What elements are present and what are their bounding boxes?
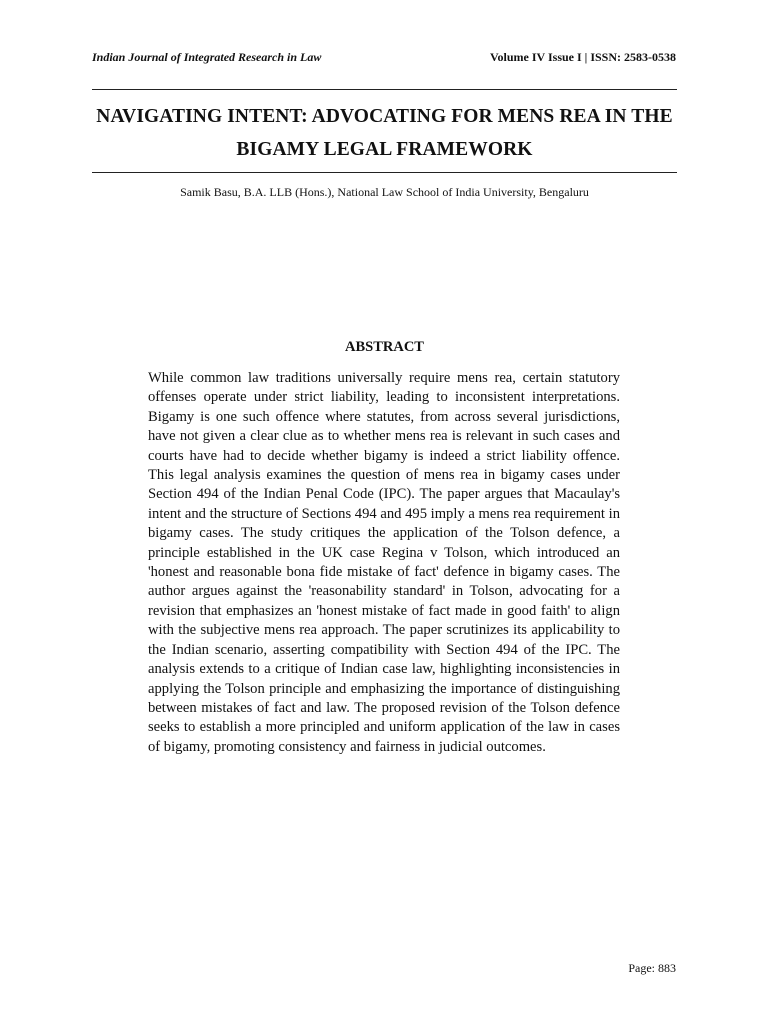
journal-name: Indian Journal of Integrated Research in Law bbox=[92, 50, 322, 64]
title-top-rule bbox=[92, 89, 677, 90]
abstract-body: While common law traditions universally require mens rea, certain statutory offenses operate under strict liability, leading to inconsistent interpretations. Bigamy is one such offence where statutes, from across several jurisdictions, have not given a clear clue as to whether mens rea is relevant in such cases and courts have had to decide whether bigamy is indeed a strict liability offence. This legal analysis examines the question of mens rea in bigamy cases under Section 494 of the Indian Penal Code (IPC). The paper argues that Macaulay's intent and the structure of Sections 494 and 495 imply a mens rea requirement in bigamy cases. The study critiques the application of the Tolson defence, a principle established in the UK case Regina v Tolson, which introduced an 'honest and reasonable bona fide mistake of fact' defence in bigamy cases. The author argues against the 'reasonability standard' in Tolson, advocating for a revision that emphasizes an 'honest mistake of fact made in good faith' to align with the subjective mens rea approach. The paper scrutinizes its applicability to the Indian scenario, asserting compatibility with Section 494 of the IPC. The analysis extends to a critique of Indian case law, highlighting inconsistencies in applying the Tolson principle and emphasizing the importance of distinguishing between mistakes of fact and law. The proposed revision of the Tolson defence seeks to establish a more principled and uniform application of the law in cases of bigamy, promoting consistency and fairness in judicial outcomes. bbox=[148, 370, 620, 755]
abstract-heading: ABSTRACT bbox=[345, 339, 424, 355]
volume-issn: Volume IV Issue I | ISSN: 2583-0538 bbox=[489, 50, 676, 64]
article-title: NAVIGATING INTENT: ADVOCATING FOR MENS REA IN THE BIGAMY LEGAL FRAMEWORK bbox=[96, 106, 673, 160]
title-bottom-rule bbox=[92, 172, 677, 173]
running-header bbox=[92, 50, 676, 68]
author-affiliation: Samik Basu, B.A. LLB (Hons.), National Law School of India University, Bengaluru bbox=[180, 185, 589, 199]
page-number: Page: 883 bbox=[628, 961, 676, 975]
